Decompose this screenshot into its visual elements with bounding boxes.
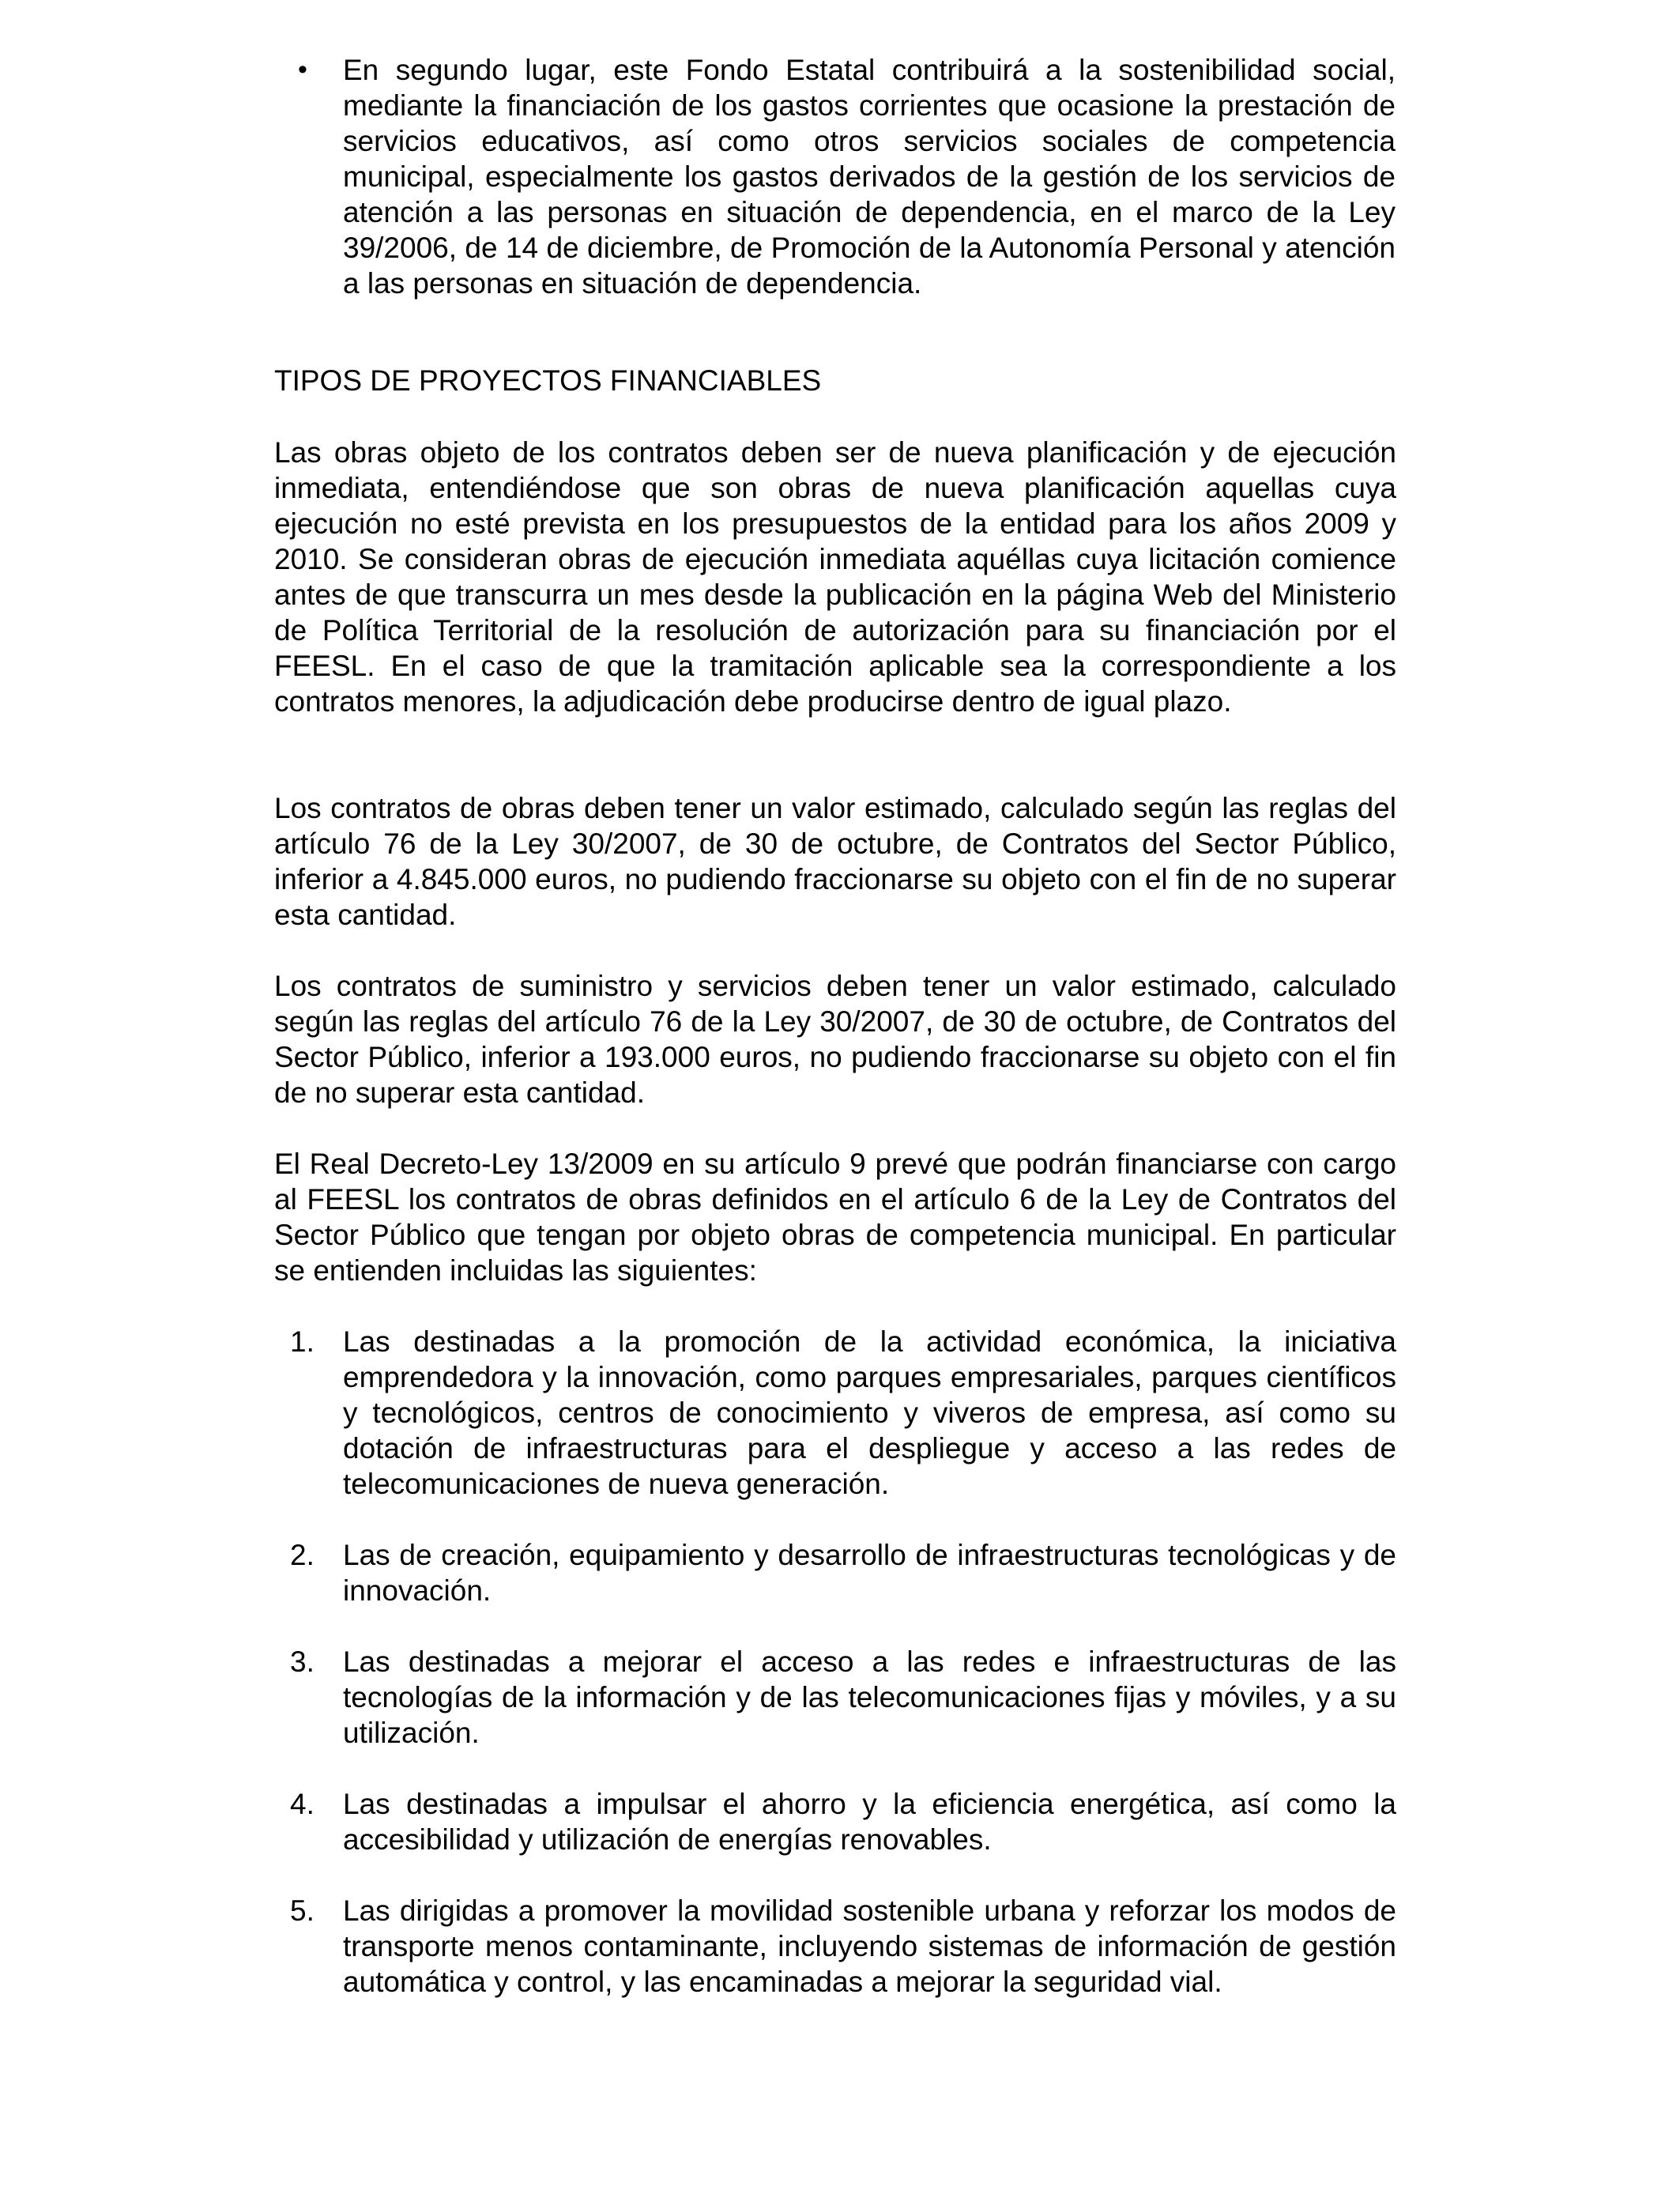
list-text: Las dirigidas a promover la movilidad sostenible urbana y reforzar los modos de transporte menos contaminante, incluyendo sistemas de información de gestión automática y control, y las encaminadas a mejorar la seguridad vial. <box>343 1894 1396 1998</box>
list-number: 3. <box>290 1646 315 1678</box>
paragraph-contratos-obras: Los contratos de obras deben tener un valor estimado, calculado según las reglas del artículo 76 de la Ley 30/2007, de 30 de octubre, de Contratos del Sector Público, inferior a 4.845.000 euros, no pudiendo fraccionarse su objeto con el fin de no superar esta cantidad. <box>274 792 1396 931</box>
paragraph-contratos-suministro: Los contratos de suministro y servicios deben tener un valor estimado, calculado según las reglas del artículo 76 de la Ley 30/2007, de 30 de octubre, de Contratos del Sector Público, inferior a 193.000 euros, no pudiendo fraccionarse su objeto con el fin de no superar esta cantidad. <box>274 970 1396 1109</box>
bullet-icon: • <box>298 55 307 85</box>
list-number: 1. <box>290 1325 315 1358</box>
list-text: Las destinadas a la promoción de la actividad económica, la iniciativa emprendedora y la innovación, como parques empresariales, parques científicos y tecnológicos, centros de conocimiento y viveros de empresa, así como su dotación de infraestructuras para el despliegue y acceso a las redes de telecomunicaciones de nueva generación. <box>343 1325 1396 1500</box>
paragraph-nueva-planificacion: Las obras objeto de los contratos deben ser de nueva planificación y de ejecución inmediata, entendiéndose que son obras de nueva planificación aquellas cuya ejecución no esté prevista en los presupuestos de la entidad para los años 2009 y 2010. Se consideran obras de ejecución inmediata aquéllas cuya licitación comience antes de que transcurra un mes desde la publicación en la página Web del Ministerio de Política Territorial de la resolución de autorización para su financiación por el FEESL. En el caso de que la tramitación aplicable sea la correspondiente a los contratos menores, la adjudicación debe producirse dentro de igual plazo. <box>274 436 1396 718</box>
list-number: 4. <box>290 1788 315 1820</box>
list-text: Las de creación, equipamiento y desarrollo de infraestructuras tecnológicas y de innovación. <box>343 1539 1396 1607</box>
list-text: Las destinadas a mejorar el acceso a las redes e infraestructuras de las tecnologías de la información y de las telecomunicaciones fijas y móviles, y a su utilización. <box>343 1646 1396 1749</box>
bullet-paragraph: En segundo lugar, este Fondo Estatal contribuirá a la sostenibilidad social, mediante la financiación de los gastos corrientes que ocasione la prestación de servicios educativos, así como otros servicios sociales de competencia municipal, especialmente los gastos derivados de la gestión de los servicios de atención a las personas en situación de dependencia, en el marco de la Ley 39/2006, de 14 de diciembre, de Promoción de la Autonomía Personal y atención a las personas en situación de dependencia. <box>343 54 1396 300</box>
list-text: Las destinadas a impulsar el ahorro y la eficiencia energética, así como la accesibilidad y utilización de energías renovables. <box>343 1788 1396 1856</box>
section-heading: TIPOS DE PROYECTOS FINANCIABLES <box>274 364 822 397</box>
paragraph-real-decreto: El Real Decreto-Ley 13/2009 en su artículo 9 prevé que podrán financiarse con cargo al FEESL los contratos de obras definidos en el artículo 6 de la Ley de Contratos del Sector Público que tengan por objeto obras de competencia municipal. En particular se entienden incluidas las siguientes: <box>274 1148 1396 1287</box>
list-number: 2. <box>290 1539 315 1571</box>
list-number: 5. <box>290 1894 315 1927</box>
